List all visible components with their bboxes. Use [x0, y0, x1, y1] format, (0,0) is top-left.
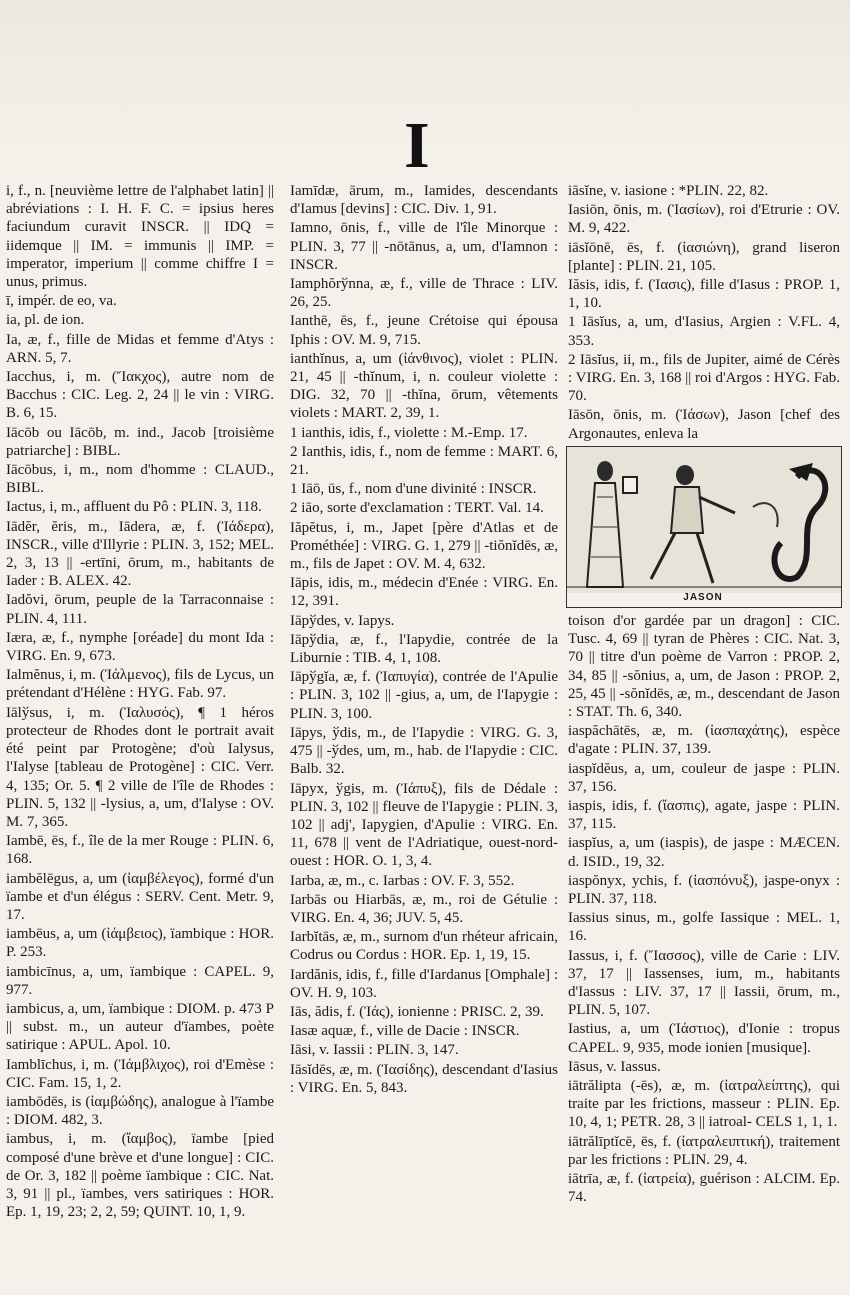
dictionary-entry: Iamblīchus, i, m. (Ἰάμβλιχος), roi d'Emèse : CIC. Fam. 15, 1, 2.	[6, 1056, 274, 1091]
dictionary-entry: iātrīa, æ, f. (ἰατρεία), guérison : ALCIM. Ep. 74.	[568, 1171, 840, 1206]
dictionary-entry: Iamno, ōnis, f., ville de l'île Minorque : PLIN. 3, 77 || -nōtānus, a, um, d'Iamnon : INSCR.	[290, 220, 558, 273]
dictionary-entry: Iacchus, i, m. (Ἴακχος), autre nom de Bacchus : CIC. Leg. 2, 24 || le vin : VIRG. B. 6, 15.	[6, 369, 274, 422]
dictionary-entry: Iambē, ēs, f., île de la mer Rouge : PLIN. 6, 168.	[6, 833, 274, 868]
dictionary-entry: Iāpyx, ўgis, m. (Ἰάπυξ), fils de Dédale : PLIN. 3, 102 || fleuve de l'Iapygie : PLIN. 3, 102 || adj', Iapygien, d'Apulie : VIRG. En. 11, 678 || vent de l'Adriatique, ouest-nord-ouest : HOR. O. 1, 3, 4.	[290, 780, 558, 870]
dictionary-entry: i, f., n. [neuvième lettre de l'alphabet latin] || abréviations : I. H. F. C. = ipsius heres faciundum curavit INSCR. || IDQ = iidemque || IM. = immunis || IMP. = imperator, imperium || comme chiffre I = unus, primus.	[6, 183, 274, 291]
dictionary-entry: Iassus, i, f. (Ἴασσος), ville de Carie : LIV. 37, 17 || Iassenses, ium, m., habitants d'Iassus : LIV. 37, 17 || Iassii, ōrum, m., PLIN. 5, 107.	[568, 947, 840, 1019]
dictionary-entry: 1 Iāsĭus, a, um, d'Iasius, Argien : V.FL. 4, 353.	[568, 314, 840, 349]
dictionary-entry: Iāpўdes, v. Iapys.	[290, 612, 395, 629]
dictionary-entry: iambĕlēgus, a, um (ἰαμβέλεγος), formé d'un ïambe et d'un élégus : SERV. Cent. Metr. 9, 17.	[6, 870, 274, 923]
dictionary-entry: Iāsus, v. Iassus.	[568, 1058, 661, 1075]
dictionary-entry: iambicīnus, a, um, ïambique : CAPEL. 9, 977.	[6, 963, 274, 998]
dictionary-entry: Iarbās ou Hiarbās, æ, m., roi de Gétulie : VIRG. En. 4, 36; JUV. 5, 45.	[290, 891, 558, 926]
dictionary-entry: iaspĭdĕus, a, um, couleur de jaspe : PLIN. 37, 156.	[568, 760, 840, 795]
dictionary-entry: 1 ianthis, idis, f., violette : M.-Emp. 17.	[290, 424, 528, 441]
dictionary-entry: iaspĭus, a, um (iaspis), de jaspe : MÆCEN. d. ISID., 19, 32.	[568, 835, 840, 870]
dictionary-entry: iaspŏnyx, ychis, f. (ἰασπόνυξ), jaspe-onyx : PLIN. 37, 118.	[568, 872, 840, 908]
dictionary-entry: iāsĭōnē, ēs, f. (ἰασιώνη), grand liseron [plante] : PLIN. 21, 105.	[568, 239, 840, 274]
column-middle	[290, 182, 558, 1098]
jason-dragon-engraving	[567, 447, 841, 593]
dictionary-entry: iāsĭne, v. iasione : *PLIN. 22, 82.	[568, 183, 769, 199]
dictionary-entry: Iāpўdia, æ, f., l'Iapydie, contrée de la Liburnie : TIB. 4, 1, 108.	[290, 631, 558, 667]
dictionary-entry: Iadŏvi, ōrum, peuple de la Tarraconnaise : PLIN. 4, 111.	[6, 592, 274, 627]
dictionary-entry: Ianthē, ēs, f., jeune Crétoise qui épousa Iphis : OV. M. 9, 715.	[290, 313, 558, 348]
dictionary-entry: Iamīdæ, ārum, m., Iamides, descendants d'Iamus [devins] : CIC. Div. 1, 91.	[290, 183, 558, 218]
column-left	[6, 182, 274, 1222]
dictionary-entry: Iasiōn, ōnis, m. (Ἰασίων), roi d'Etrurie : OV. M. 9, 422.	[568, 202, 840, 237]
dictionary-entry: Iāsĭdēs, æ, m. (Ἰασίδης), descendant d'Iasius : VIRG. En. 5, 843.	[290, 1061, 558, 1096]
dictionary-entry: Iās, ădis, f. (Ἰάς), ionienne : PRISC. 2, 39.	[290, 1003, 544, 1020]
dictionary-entry: iambēus, a, um (ἰάμβειος), ïambique : HOR. P. 253.	[6, 926, 274, 961]
dictionary-entry: Iactus, i, m., affluent du Pô : PLIN. 3, 118.	[6, 499, 262, 516]
dictionary-entry: Iăsis, idis, f. (Ἰασις), fille d'Iasus : PROP. 1, 1, 10.	[568, 277, 840, 312]
dictionary-entry: toison d'or gardée par un dragon] : CIC. Tusc. 4, 69 || tyran de Phères : CIC. Nat. 3, 70 || titre d'un poème de Varron : PROP. 2, 34, 85 || -sŏnius, a, um, de Jason : PROP. 2, 25, 45 || -sŏnĭdēs, æ, m., descendant de Jason : STAT. Th. 6, 340.	[568, 613, 840, 721]
dictionary-entry: iambus, i, m. (ἴαμβος), ïambe [pied composé d'une brève et d'une longue] : CIC. de Or. 3, 182 || poème ïambique : CIC. Nat. 3, 91 || pl., ïambes, vers satiriques : HOR. Ep. 1, 19, 23; 2, 2, 59; QUINT. 10, 1, 9.	[6, 1131, 274, 1221]
dictionary-entry: Iāpys, ўdis, m., de l'Iapydie : VIRG. G. 3, 475 || -ўdes, um, m., hab. de l'Iapydie : CIC. Balb. 32.	[290, 724, 558, 778]
dictionary-entry: Ialmĕnus, i, m. (Ἰάλμενος), fils de Lycus, un prétendant d'Hélène : HYG. Fab. 97.	[6, 667, 274, 702]
dictionary-entry: iambicus, a, um, ïambique : DIOM. p. 473 P || subst. m., un auteur d'ïambes, poète satirique : APUL. Apol. 10.	[6, 1000, 274, 1054]
dictionary-entry: Iæra, æ, f., nymphe [oréade] du mont Ida : VIRG. En. 9, 673.	[6, 629, 274, 665]
dictionary-entry: 1 Iāō, ūs, f., nom d'une divinité : INSCR.	[290, 481, 537, 498]
dictionary-entry: ia, pl. de ion.	[6, 312, 85, 329]
dictionary-entry: 2 Iāsĭus, ii, m., fils de Jupiter, aimé de Cérès : VIRG. En. 3, 168 || roi d'Argos : HYG. Fab. 70.	[568, 351, 840, 405]
column-right-top	[568, 182, 840, 444]
dictionary-entry: Iastius, a, um (Ἰάστιος), d'Ionie : tropus CAPEL. 9, 935, mode ionien [musique].	[568, 1021, 840, 1056]
dictionary-entry: 2 Ianthis, idis, f., nom de femme : MART. 6, 21.	[290, 443, 558, 479]
section-letter: I	[404, 109, 430, 182]
dictionary-entry: iaspăchātēs, æ, m. (ἰασπαχάτης), espèce d'agate : PLIN. 37, 139.	[568, 723, 840, 758]
dictionary-entry: Ia, æ, f., fille de Midas et femme d'Atys : ARN. 5, 7.	[6, 331, 274, 366]
dictionary-entry: Iāsi, v. Iassii : PLIN. 3, 147.	[290, 1042, 459, 1059]
jason-illustration	[566, 446, 842, 608]
dictionary-entry: Iarbĭtās, æ, m., surnom d'un rhéteur africain, Codrus ou Cordus : HOR. Ep. 1, 19, 15.	[290, 929, 558, 964]
dictionary-entry: ianthĭnus, a, um (ἰάνθινος), violet : PLIN. 21, 45 || -thĭnum, i, n. couleur violette : DIG. 32, 70 || -thĭna, ōrum, vêtements violets : MART. 2, 39, 1.	[290, 350, 558, 422]
dictionary-entry: iambōdēs, is (ἰαμβώδης), analogue à l'ïambe : DIOM. 482, 3.	[6, 1093, 274, 1129]
dictionary-entry: Iāsōn, ōnis, m. (Ἰάσων), Jason [chef des Argonautes, enleva la	[568, 407, 840, 442]
dictionary-entry: Iādĕr, ĕris, m., Iādera, æ, f. (Ἰάδερα), INSCR., ville d'Illyrie : PLIN. 3, 152; MEL. 2, 3, 13 || -ertīni, ōrum, m., habitants de Iader : B. ALEX. 42.	[6, 518, 274, 590]
dictionary-entry: Iăpĕtus, i, m., Japet [père d'Atlas et de Prométhée] : VIRG. G. 1, 279 || -tiŏnĭdēs, æ, m., fils de Japet : OV. M. 4, 632.	[290, 519, 558, 573]
dictionary-entry: Iassius sinus, m., golfe Iassique : MEL. 1, 16.	[568, 910, 840, 945]
dictionary-entry: Iarba, æ, m., c. Iarbas : OV. F. 3, 552.	[290, 872, 515, 889]
dictionary-entry: iātrălipta (-ēs), æ, m. (ἰατραλείπτης), qui traite par les frictions, masseur : PLIN. Ep. 10, 4, 1; PETR. 28, 3 || iatroal- CELS 1, 1, 1.	[568, 1078, 840, 1131]
dictionary-entry: Iācōbus, i, m., nom d'homme : CLAUD., BIBL.	[6, 462, 274, 497]
dictionary-entry: Iācōb ou Iācōb, m. ind., Jacob [troisième patriarche] : BIBL.	[6, 424, 274, 459]
dictionary-entry: Iardănis, idis, f., fille d'Iardanus [Omphale] : OV. H. 9, 103.	[290, 966, 558, 1001]
figure-caption: JASON	[683, 592, 723, 603]
dictionary-entry: Iāpis, idis, m., médecin d'Enée : VIRG. En. 12, 391.	[290, 575, 558, 610]
dictionary-entry: iaspis, idis, f. (ἴασπις), agate, jaspe : PLIN. 37, 115.	[568, 798, 840, 833]
dictionary-entry: Iāpўgĭa, æ, f. (Ἰαπυγία), contrée de l'Apulie : PLIN. 3, 102 || -gius, a, um, de l'Iapygie : PLIN. 3, 100.	[290, 669, 558, 722]
dictionary-entry: Iālўsus, i, m. (Ἰαλυσός), ¶ 1 héros protecteur de Rhodes dont le portrait avait été peint par Protogène; d'où Ialysus, l'Ialyse [tableau de Protogène] : CIC. Verr. 4, 135; Or. 5. ¶ 2 ville de l'île de Rhodes : PLIN. 5, 132 || -lysius, a, um, d'Ialyse : OV. M. 7, 365.	[6, 704, 274, 830]
dictionary-entry: 2 iāo, sorte d'exclamation : TERT. Val. 14.	[290, 500, 544, 517]
column-right-bottom	[568, 612, 840, 1208]
dictionary-entry: ī, impér. de eo, va.	[6, 293, 117, 310]
dictionary-entry: iātrălīptĭcē, ēs, f. (ἰατραλειπτική), traitement par les frictions : PLIN. 29, 4.	[568, 1133, 840, 1168]
dictionary-entry: Iasæ aquæ, f., ville de Dacie : INSCR.	[290, 1023, 520, 1040]
dictionary-entry: Iamphŏrўnna, æ, f., ville de Thrace : LIV. 26, 25.	[290, 276, 558, 311]
